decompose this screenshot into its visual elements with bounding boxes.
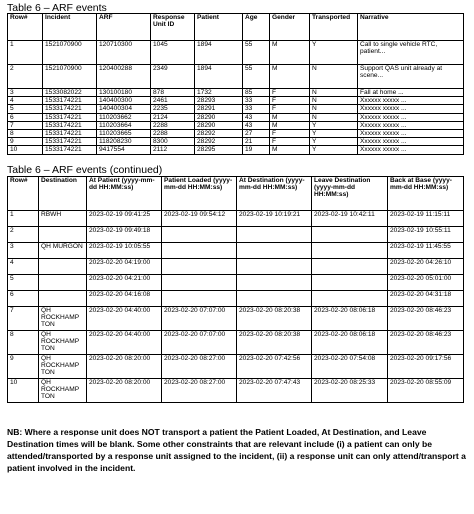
table2-caption: Table 6 – ARF events (continued) bbox=[7, 164, 163, 176]
table2-cell: 2023-02-19 10:19:21 bbox=[237, 211, 312, 227]
table1-cell: Xxxxxx xxxxx ... bbox=[358, 113, 464, 121]
table2-cell: 2023-02-19 09:49:18 bbox=[87, 227, 162, 243]
table2-header-cell: At Patient (yyyy-mm-dd HH:MM:ss) bbox=[87, 177, 162, 211]
table2-cell bbox=[312, 259, 388, 275]
table1-cell: 130100180 bbox=[97, 89, 151, 97]
table2-cell: 2023-02-19 11:15:11 bbox=[388, 211, 464, 227]
table1-cell: N bbox=[310, 97, 358, 105]
table1-cell: F bbox=[270, 97, 310, 105]
table2-cell: 2023-02-19 09:41:25 bbox=[87, 211, 162, 227]
table1-cell: Xxxxxx xxxxx ... bbox=[358, 105, 464, 113]
table1-row bbox=[8, 97, 464, 105]
table2-cell: QH ROCKHAMP TON bbox=[39, 331, 87, 355]
table1-cell: 6 bbox=[8, 113, 43, 121]
table1-cell: 1 bbox=[8, 41, 43, 65]
table2-cell: 2023-02-19 09:54:12 bbox=[162, 211, 237, 227]
table2-cell bbox=[237, 243, 312, 259]
table1-cell: 28290 bbox=[195, 113, 243, 121]
table1-row bbox=[8, 105, 464, 113]
table2-cell: 4 bbox=[8, 259, 39, 275]
table1-cell: 120710300 bbox=[97, 41, 151, 65]
table2-cell: 2023-02-20 04:16:08 bbox=[87, 291, 162, 307]
table1-cell: 1533174221 bbox=[43, 146, 97, 154]
table2-cell: 9 bbox=[8, 355, 39, 379]
table2-cell: 1 bbox=[8, 211, 39, 227]
table1-cell: 21 bbox=[243, 138, 270, 146]
table2-cell bbox=[39, 275, 87, 291]
table2-header-cell: At Destination (yyyy-mm-dd HH:MM:ss) bbox=[237, 177, 312, 211]
table2-header-cell: Destination bbox=[39, 177, 87, 211]
table1-cell: 33 bbox=[243, 105, 270, 113]
table2-cell: 2023-02-19 10:42:11 bbox=[312, 211, 388, 227]
table1-cell: Y bbox=[310, 41, 358, 65]
table1-cell: 19 bbox=[243, 146, 270, 154]
table2-row bbox=[8, 379, 464, 403]
table1-caption: Table 6 – ARF events bbox=[7, 2, 107, 14]
table2-cell: 2023-02-20 08:55:09 bbox=[388, 379, 464, 403]
table1-row bbox=[8, 130, 464, 138]
table2-cell: QH ROCKHAMP TON bbox=[39, 355, 87, 379]
table1-cell: F bbox=[270, 138, 310, 146]
table1-cell: Y bbox=[310, 121, 358, 129]
table2-header-cell: Leave Destination (yyyy-mm-dd HH:MM:ss) bbox=[312, 177, 388, 211]
table2-cell: 2023-02-20 07:07:00 bbox=[162, 331, 237, 355]
table1-cell: 2112 bbox=[151, 146, 195, 154]
table1-cell: 9 bbox=[8, 138, 43, 146]
table1-cell: Xxxxxx xxxxx ... bbox=[358, 138, 464, 146]
table2-row bbox=[8, 211, 464, 227]
table1-cell: 7 bbox=[8, 121, 43, 129]
table1-cell: M bbox=[270, 146, 310, 154]
arf-events-table bbox=[7, 13, 464, 155]
table2-cell: 2023-02-20 08:20:00 bbox=[87, 355, 162, 379]
table2-cell: 2023-02-20 04:26:10 bbox=[388, 259, 464, 275]
table1-cell: M bbox=[270, 113, 310, 121]
table2-cell: 2023-02-20 04:31:18 bbox=[388, 291, 464, 307]
table1-cell: 2 bbox=[8, 65, 43, 89]
table2-cell bbox=[39, 227, 87, 243]
table1-cell: 1533174221 bbox=[43, 121, 97, 129]
table1-cell: 1533174221 bbox=[43, 97, 97, 105]
table1-cell: 2461 bbox=[151, 97, 195, 105]
table1-cell: 9417554 bbox=[97, 146, 151, 154]
table2-cell: 2023-02-20 08:27:00 bbox=[162, 355, 237, 379]
table2-cell: 2023-02-20 08:20:00 bbox=[87, 379, 162, 403]
table1-header-cell: Response Unit ID bbox=[151, 14, 195, 41]
table1-cell: 1521070900 bbox=[43, 41, 97, 65]
table2-cell bbox=[312, 275, 388, 291]
table2-cell bbox=[312, 227, 388, 243]
table2-cell: 2023-02-20 04:40:00 bbox=[87, 331, 162, 355]
table1-cell: 1533174221 bbox=[43, 138, 97, 146]
table1-cell: 1533082022 bbox=[43, 89, 97, 97]
table2-cell bbox=[237, 275, 312, 291]
table1-header-cell: Transported bbox=[310, 14, 358, 41]
table1-cell: Xxxxxx xxxxx ... bbox=[358, 146, 464, 154]
table1-cell: 55 bbox=[243, 65, 270, 89]
table2-cell bbox=[39, 259, 87, 275]
table1-cell: 1894 bbox=[195, 41, 243, 65]
table2-cell bbox=[162, 275, 237, 291]
table1-cell: Y bbox=[310, 138, 358, 146]
table1-cell: 10 bbox=[8, 146, 43, 154]
table2-cell: 2023-02-20 08:06:18 bbox=[312, 331, 388, 355]
table1-header-cell: Narrative bbox=[358, 14, 464, 41]
table1-cell: 2349 bbox=[151, 65, 195, 89]
table2-row bbox=[8, 259, 464, 275]
table2-cell: 3 bbox=[8, 243, 39, 259]
table2-cell: 2023-02-20 08:25:33 bbox=[312, 379, 388, 403]
table1-cell: 55 bbox=[243, 41, 270, 65]
table2-cell bbox=[237, 227, 312, 243]
table1-cell: 110203662 bbox=[97, 113, 151, 121]
table1-cell: N bbox=[310, 105, 358, 113]
table2-cell: 2023-02-20 07:07:00 bbox=[162, 307, 237, 331]
table1-cell: 110203665 bbox=[97, 130, 151, 138]
table1-cell: N bbox=[310, 113, 358, 121]
table1-cell: Xxxxxx xxxxx ... bbox=[358, 121, 464, 129]
table1-cell: 3 bbox=[8, 89, 43, 97]
table2-cell bbox=[312, 243, 388, 259]
table2-cell: 7 bbox=[8, 307, 39, 331]
table2-cell bbox=[162, 291, 237, 307]
table1-cell: 85 bbox=[243, 89, 270, 97]
table1-cell: 2235 bbox=[151, 105, 195, 113]
table1-row bbox=[8, 146, 464, 154]
table1-cell: 1521070900 bbox=[43, 65, 97, 89]
table2-cell bbox=[312, 291, 388, 307]
table1-header-row bbox=[8, 14, 464, 41]
table1-row bbox=[8, 41, 464, 65]
table2-cell bbox=[39, 291, 87, 307]
table1-row bbox=[8, 65, 464, 89]
table2-cell: 6 bbox=[8, 291, 39, 307]
table2-cell: 2023-02-19 10:55:11 bbox=[388, 227, 464, 243]
table1-header-cell: Patient bbox=[195, 14, 243, 41]
table2-row bbox=[8, 307, 464, 331]
table2-cell: 10 bbox=[8, 379, 39, 403]
table2-cell bbox=[237, 291, 312, 307]
table1-header-cell: Incident bbox=[43, 14, 97, 41]
table2-cell: 2023-02-20 08:46:23 bbox=[388, 331, 464, 355]
table2-cell: RBWH bbox=[39, 211, 87, 227]
table1-cell: 118208230 bbox=[97, 138, 151, 146]
note-paragraph: NB: Where a response unit does NOT transport a patient the Patient Loaded, At Destination, and Leave Destination times will be blank. Some other constraints that are relevant include (i) a patient can only be attended/transported by a response unit assigned to the incident, (ii) a response unit can only attend/transport a patient involved in the incident. bbox=[7, 427, 466, 473]
table1-cell: 120400288 bbox=[97, 65, 151, 89]
table1-cell: Xxxxxx xxxxx ... bbox=[358, 130, 464, 138]
table2-cell bbox=[162, 259, 237, 275]
table1-cell: 110203664 bbox=[97, 121, 151, 129]
table2-header-cell: Back at Base (yyyy-mm-dd HH:MM:ss) bbox=[388, 177, 464, 211]
table1-cell: 1732 bbox=[195, 89, 243, 97]
table1-cell: 28290 bbox=[195, 121, 243, 129]
table1-cell: 33 bbox=[243, 97, 270, 105]
table1-cell: 43 bbox=[243, 121, 270, 129]
table1-cell: 28292 bbox=[195, 138, 243, 146]
table1-cell: M bbox=[270, 121, 310, 129]
table2-row bbox=[8, 227, 464, 243]
table2-cell: 2023-02-20 08:20:38 bbox=[237, 307, 312, 331]
table1-cell: M bbox=[270, 41, 310, 65]
table1-cell: Y bbox=[310, 130, 358, 138]
table2-cell: 5 bbox=[8, 275, 39, 291]
table2-cell: 2023-02-20 08:06:18 bbox=[312, 307, 388, 331]
table1-cell: 140400300 bbox=[97, 97, 151, 105]
table1-cell: 1533174221 bbox=[43, 130, 97, 138]
table1-header-cell: Age bbox=[243, 14, 270, 41]
table2-cell: 2023-02-20 04:40:00 bbox=[87, 307, 162, 331]
table1-cell: 4 bbox=[8, 97, 43, 105]
table1-cell: 2288 bbox=[151, 130, 195, 138]
table1-row bbox=[8, 121, 464, 129]
table1-cell: 28295 bbox=[195, 146, 243, 154]
table1-row bbox=[8, 113, 464, 121]
table1-cell: 27 bbox=[243, 130, 270, 138]
table1-cell: N bbox=[310, 65, 358, 89]
table2-cell: 2023-02-19 11:45:55 bbox=[388, 243, 464, 259]
table1-header-cell: Row# bbox=[8, 14, 43, 41]
table1-cell: 28291 bbox=[195, 105, 243, 113]
table2-cell: QH ROCKHAMP TON bbox=[39, 379, 87, 403]
table2-row bbox=[8, 355, 464, 379]
table2-header-row bbox=[8, 177, 464, 211]
table1-cell: 28293 bbox=[195, 97, 243, 105]
table2-cell: 2023-02-20 04:19:00 bbox=[87, 259, 162, 275]
table1-cell: F bbox=[270, 89, 310, 97]
table2-cell: QH MURGON bbox=[39, 243, 87, 259]
table2-cell bbox=[162, 243, 237, 259]
table2-cell: 2 bbox=[8, 227, 39, 243]
table1-cell: 1894 bbox=[195, 65, 243, 89]
table2-header-cell: Patient Loaded (yyyy-mm-dd HH:MM:ss) bbox=[162, 177, 237, 211]
table2-cell bbox=[237, 259, 312, 275]
table1-cell: 1533174221 bbox=[43, 105, 97, 113]
table2-cell: 2023-02-20 04:21:00 bbox=[87, 275, 162, 291]
table2-cell: 2023-02-20 07:47:43 bbox=[237, 379, 312, 403]
table2-cell: 2023-02-20 08:20:38 bbox=[237, 331, 312, 355]
table1-cell: 140400304 bbox=[97, 105, 151, 113]
table2-row bbox=[8, 243, 464, 259]
table2-cell: 2023-02-19 10:05:55 bbox=[87, 243, 162, 259]
table1-cell: F bbox=[270, 105, 310, 113]
table2-cell bbox=[162, 227, 237, 243]
table1-cell: 8300 bbox=[151, 138, 195, 146]
table2-row bbox=[8, 331, 464, 355]
table2-cell: 8 bbox=[8, 331, 39, 355]
table1-cell: 878 bbox=[151, 89, 195, 97]
table1-cell: N bbox=[310, 89, 358, 97]
table1-header-cell: ARF bbox=[97, 14, 151, 41]
table2-cell: QH ROCKHAMP TON bbox=[39, 307, 87, 331]
table2-cell: 2023-02-20 08:46:23 bbox=[388, 307, 464, 331]
table1-cell: Y bbox=[310, 146, 358, 154]
table1-cell: 1045 bbox=[151, 41, 195, 65]
table1-cell: 2124 bbox=[151, 113, 195, 121]
table1-row bbox=[8, 89, 464, 97]
table1-cell: 8 bbox=[8, 130, 43, 138]
table1-cell: F bbox=[270, 130, 310, 138]
table1-row bbox=[8, 138, 464, 146]
table1-cell: Support QAS unit already at scene... bbox=[358, 65, 464, 89]
table1-cell: Xxxxxx xxxxx ... bbox=[358, 97, 464, 105]
table2-cell: 2023-02-20 09:17:56 bbox=[388, 355, 464, 379]
table1-cell: 28292 bbox=[195, 130, 243, 138]
table2-row bbox=[8, 275, 464, 291]
table2-cell: 2023-02-20 07:42:56 bbox=[237, 355, 312, 379]
table1-header-cell: Gender bbox=[270, 14, 310, 41]
table1-cell: Fall at home ... bbox=[358, 89, 464, 97]
table2-cell: 2023-02-20 07:54:08 bbox=[312, 355, 388, 379]
table2-header-cell: Row# bbox=[8, 177, 39, 211]
table1-cell: M bbox=[270, 65, 310, 89]
table2-row bbox=[8, 291, 464, 307]
table1-cell: 1533174221 bbox=[43, 113, 97, 121]
table2-cell: 2023-02-20 05:01:00 bbox=[388, 275, 464, 291]
table1-cell: 43 bbox=[243, 113, 270, 121]
arf-events-continued-table bbox=[7, 176, 464, 403]
table1-cell: 5 bbox=[8, 105, 43, 113]
table1-cell: Call to single vehicle RTC, patient... bbox=[358, 41, 464, 65]
table1-cell: 2288 bbox=[151, 121, 195, 129]
table2-cell: 2023-02-20 08:27:00 bbox=[162, 379, 237, 403]
